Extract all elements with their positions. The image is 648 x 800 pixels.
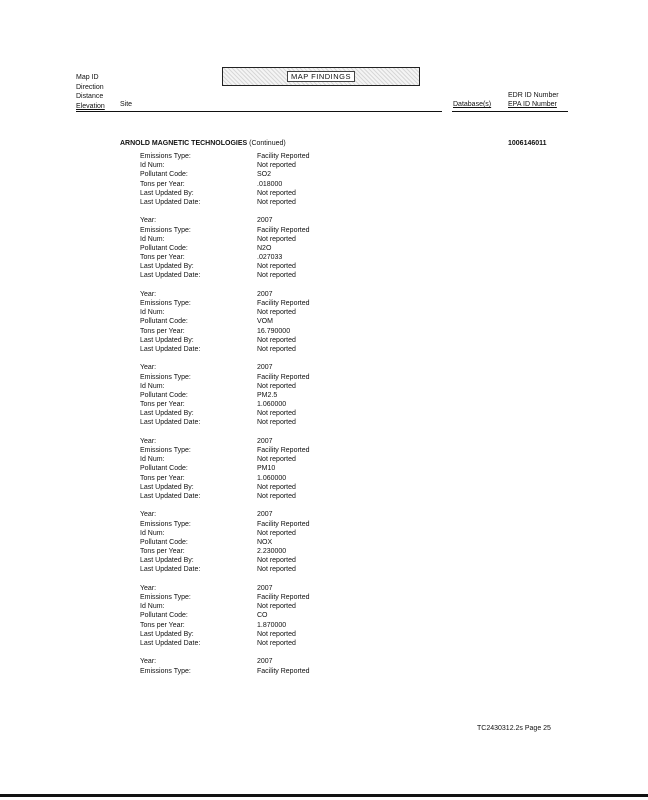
field-value: Not reported — [257, 492, 296, 500]
record-field-row — [140, 547, 360, 556]
map-id-label: Map ID — [76, 74, 99, 81]
record-field-row — [140, 161, 360, 170]
field-value: Not reported — [257, 419, 296, 427]
bottom-edge-bar — [0, 794, 648, 797]
field-value: Not reported — [257, 162, 296, 170]
field-value: Not reported — [257, 345, 296, 353]
field-label: Last Updated By: — [140, 630, 194, 638]
record-field-row — [140, 593, 360, 602]
direction-label: Direction — [76, 83, 104, 91]
field-label: Id Num: — [140, 235, 165, 243]
field-label: Emissions Type: — [140, 594, 191, 601]
field-value: Not reported — [257, 272, 296, 280]
record-field-row — [140, 180, 360, 189]
record-field-row — [140, 667, 360, 676]
field-label: Tons per Year: — [140, 254, 185, 262]
field-value: Not reported — [257, 557, 296, 565]
field-value: Not reported — [257, 630, 296, 638]
field-label: Emissions Type: — [140, 520, 191, 528]
field-value: Not reported — [257, 309, 296, 317]
field-value: PM10 — [257, 465, 276, 473]
record-field-row — [140, 630, 360, 639]
field-value: Facility Reported — [257, 153, 310, 160]
field-value: Facility Reported — [257, 300, 310, 307]
field-label: Last Updated Date: — [140, 345, 201, 353]
field-label: Pollutant Code: — [140, 391, 188, 399]
field-value: Not reported — [257, 603, 296, 611]
field-value: Not reported — [257, 198, 296, 206]
field-value: Not reported — [257, 336, 296, 344]
record-field-row — [140, 446, 360, 455]
field-value: 2007 — [257, 658, 273, 666]
field-label: Tons per Year: — [140, 180, 185, 188]
record-field-row — [140, 510, 360, 519]
field-value: Not reported — [257, 263, 296, 271]
field-label: Pollutant Code: — [140, 465, 188, 473]
field-value: .027033 — [257, 254, 283, 262]
record-field-row — [140, 152, 360, 161]
field-label: Year: — [140, 364, 157, 372]
field-value: Not reported — [257, 382, 296, 390]
field-label: Last Updated By: — [140, 263, 194, 271]
field-label: Tons per Year: — [140, 401, 185, 409]
field-value: Not reported — [257, 189, 296, 197]
record-field-row — [140, 611, 360, 620]
column-header-labels — [76, 73, 105, 111]
field-label: Pollutant Code: — [140, 244, 188, 252]
field-value: Facility Reported — [257, 226, 310, 234]
record-field-row — [140, 455, 360, 464]
epa-id-label: EPA ID Number — [508, 101, 557, 108]
emissions-records — [140, 152, 360, 685]
record-field-row — [140, 400, 360, 409]
record-field-row — [140, 327, 360, 336]
field-label: Last Updated By: — [140, 410, 194, 418]
record-field-row — [140, 529, 360, 538]
map-findings-banner — [222, 67, 420, 86]
field-label: Last Updated By: — [140, 189, 194, 197]
record-field-row — [140, 464, 360, 473]
record-field-row — [140, 418, 360, 427]
record-field-row — [140, 170, 360, 179]
continued-label: (Continued) — [249, 140, 286, 147]
record-field-row — [140, 216, 360, 225]
record-field-row — [140, 262, 360, 271]
field-value: 2007 — [257, 217, 273, 225]
edr-id-value: 1006146011 — [508, 140, 547, 147]
field-value: 1.060000 — [257, 401, 287, 409]
field-label: Emissions Type: — [140, 226, 191, 234]
record-field-row — [140, 198, 360, 207]
field-value: Not reported — [257, 410, 296, 418]
field-label: Year: — [140, 437, 157, 445]
record-field-row — [140, 409, 360, 418]
record-field-row — [140, 520, 360, 529]
field-label: Id Num: — [140, 456, 165, 464]
record-field-row — [140, 373, 360, 382]
emission-record — [140, 363, 360, 427]
record-field-row — [140, 363, 360, 372]
field-label: Emissions Type: — [140, 153, 191, 160]
record-field-row — [140, 336, 360, 345]
field-value: 2007 — [257, 584, 273, 592]
field-value: 2.230000 — [257, 548, 287, 556]
field-label: Emissions Type: — [140, 447, 191, 454]
field-value: Facility Reported — [257, 594, 310, 601]
field-value: SO2 — [257, 171, 272, 179]
field-label: Tons per Year: — [140, 474, 185, 482]
field-label: Id Num: — [140, 603, 165, 611]
record-field-row — [140, 345, 360, 354]
field-label: Year: — [140, 511, 157, 519]
field-value: .018000 — [257, 180, 283, 188]
field-label: Last Updated Date: — [140, 419, 201, 427]
header-divider-right — [452, 111, 568, 112]
record-field-row — [140, 538, 360, 547]
record-field-row — [140, 492, 360, 501]
field-value: Not reported — [257, 483, 296, 491]
field-value: Facility Reported — [257, 667, 310, 675]
field-label: Id Num: — [140, 309, 165, 317]
site-label: Site — [120, 101, 133, 108]
field-label: Last Updated Date: — [140, 492, 201, 500]
field-value: N2O — [257, 244, 272, 252]
distance-label: Distance — [76, 93, 104, 100]
field-label: Tons per Year: — [140, 327, 185, 335]
field-value: Facility Reported — [257, 373, 310, 381]
field-label: Tons per Year: — [140, 621, 185, 629]
field-label: Id Num: — [140, 529, 165, 537]
field-value: 2007 — [257, 437, 273, 445]
field-label: Last Updated Date: — [140, 198, 201, 206]
field-value: 16.790000 — [257, 327, 291, 335]
record-field-row — [140, 317, 360, 326]
record-field-row — [140, 483, 360, 492]
field-value: Not reported — [257, 566, 296, 574]
field-label: Tons per Year: — [140, 548, 185, 556]
banner-title: MAP FINDINGS — [287, 71, 355, 82]
field-label: Last Updated By: — [140, 336, 194, 344]
field-label: Last Updated By: — [140, 483, 194, 491]
field-label: Year: — [140, 584, 157, 592]
field-value: 1.870000 — [257, 621, 287, 629]
record-field-row — [140, 391, 360, 400]
record-field-row — [140, 602, 360, 611]
site-name-text: ARNOLD MAGNETIC TECHNOLOGIES — [120, 140, 248, 147]
emission-record — [140, 584, 360, 648]
record-field-row — [140, 657, 360, 666]
field-value: 2007 — [257, 364, 273, 372]
field-value: Not reported — [257, 639, 296, 647]
field-label: Year: — [140, 217, 157, 225]
field-label: Year: — [140, 290, 157, 298]
record-field-row — [140, 584, 360, 593]
record-field-row — [140, 621, 360, 630]
site-name — [120, 140, 286, 147]
emission-record — [140, 510, 360, 574]
field-value: VOM — [257, 318, 273, 326]
field-label: Emissions Type: — [140, 373, 191, 381]
field-label: Id Num: — [140, 162, 165, 170]
record-field-row — [140, 226, 360, 235]
database-label: Database(s) — [453, 101, 492, 108]
field-label: Pollutant Code: — [140, 171, 188, 179]
field-value: Facility Reported — [257, 520, 310, 528]
emission-record — [140, 216, 360, 280]
field-value: Not reported — [257, 529, 296, 537]
record-field-row — [140, 639, 360, 648]
field-value: NOX — [257, 538, 273, 546]
emission-record — [140, 657, 360, 675]
record-field-row — [140, 437, 360, 446]
field-label: Emissions Type: — [140, 300, 191, 307]
emission-record — [140, 290, 360, 354]
header-divider-left — [76, 111, 442, 112]
field-label: Last Updated Date: — [140, 272, 201, 280]
field-value: Not reported — [257, 456, 296, 464]
field-value: Not reported — [257, 235, 296, 243]
record-field-row — [140, 565, 360, 574]
field-value: 1.060000 — [257, 474, 287, 482]
field-value: 2007 — [257, 511, 273, 519]
record-field-row — [140, 299, 360, 308]
field-value: 2007 — [257, 290, 273, 298]
record-field-row — [140, 556, 360, 565]
field-value: CO — [257, 612, 268, 620]
field-label: Last Updated By: — [140, 557, 194, 565]
field-value: Facility Reported — [257, 447, 310, 454]
field-label: Last Updated Date: — [140, 566, 201, 574]
field-label: Pollutant Code: — [140, 612, 188, 620]
record-field-row — [140, 308, 360, 317]
emission-record — [140, 437, 360, 501]
record-field-row — [140, 290, 360, 299]
field-value: PM2.5 — [257, 391, 278, 399]
field-label: Pollutant Code: — [140, 318, 188, 326]
page-footer: TC2430312.2s Page 25 — [477, 725, 551, 732]
record-field-row — [140, 244, 360, 253]
emission-record — [140, 152, 360, 207]
record-field-row — [140, 235, 360, 244]
record-field-row — [140, 271, 360, 280]
field-label: Emissions Type: — [140, 667, 191, 675]
field-label: Id Num: — [140, 382, 165, 390]
record-field-row — [140, 474, 360, 483]
field-label: Pollutant Code: — [140, 538, 188, 546]
record-field-row — [140, 189, 360, 198]
record-field-row — [140, 382, 360, 391]
field-label: Year: — [140, 658, 157, 666]
elevation-label: Elevation — [76, 102, 105, 110]
edr-id-label: EDR ID Number — [508, 92, 559, 99]
record-field-row — [140, 253, 360, 262]
field-label: Last Updated Date: — [140, 639, 201, 647]
